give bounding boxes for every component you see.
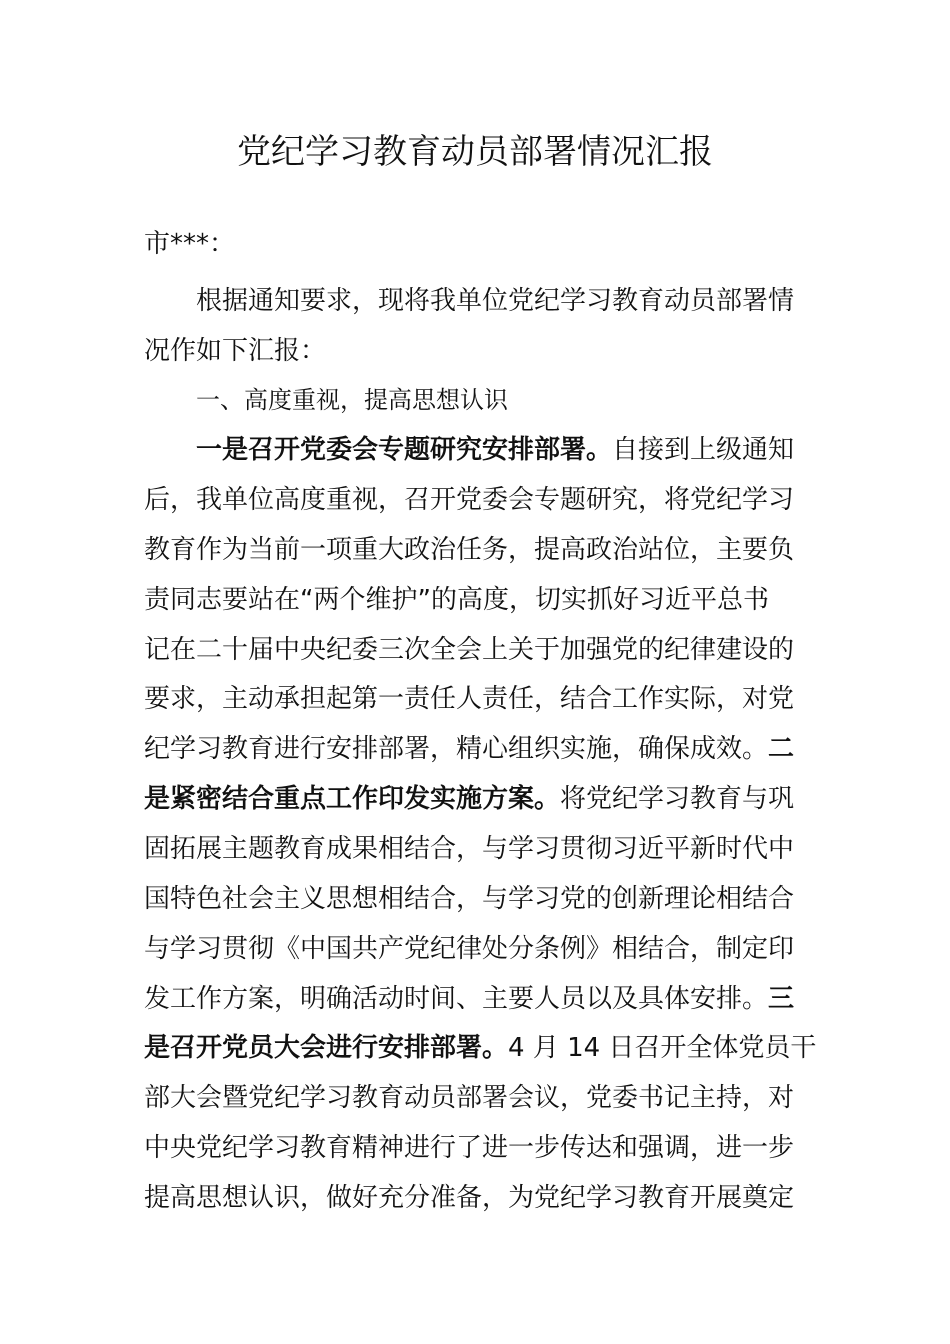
paragraph-line — [144, 530, 824, 570]
text-segment: 况作如下汇报： — [144, 336, 327, 366]
bold-text-segment: 是召开党员大会进行安排部署。 — [144, 1033, 509, 1063]
text-segment: 要求，主动承担起第一责任人责任，结合工作实际，对党 — [144, 684, 795, 714]
paragraph-line — [144, 779, 824, 819]
text-segment: 一、高度重视，提高思想认识 — [196, 386, 508, 414]
text-segment: 固拓展主题教育成果相结合，与学习贯彻习近平新时代中 — [144, 834, 795, 864]
paragraph-line — [144, 979, 824, 1019]
paragraph-line — [144, 1178, 824, 1218]
paragraph-line — [144, 1028, 824, 1068]
text-segment: 与学习贯彻《中国共产党纪律处分条例》相结合，制定印 — [144, 934, 795, 964]
bold-text-segment: 一是召开党委会专题研究安排部署。 — [196, 435, 613, 465]
text-segment: 记在二十届中央纪委三次全会上关于加强党的纪律建设的 — [144, 635, 795, 665]
text-segment: 4 月 14 日召开全体党员干 — [508, 1033, 817, 1063]
text-segment: 责同志要站在“两个维护”的高度，切实抓好习近平总书 — [144, 585, 769, 615]
section-heading — [196, 380, 816, 420]
text-segment: 后，我单位高度重视，召开党委会专题研究，将党纪学习 — [144, 485, 795, 515]
paragraph-line — [196, 430, 816, 470]
text-segment: 教育作为当前一项重大政治任务，提高政治站位，主要负 — [144, 535, 795, 565]
text-segment: 中央党纪学习教育精神进行了进一步传达和强调，进一步 — [144, 1133, 795, 1163]
paragraph-line — [144, 630, 824, 670]
paragraph-line — [144, 679, 824, 719]
paragraph-line — [144, 1128, 824, 1168]
text-segment: 部大会暨党纪学习教育动员部署会议，党委书记主持，对 — [144, 1083, 795, 1113]
bold-text-segment: 是紧密结合重点工作印发实施方案。 — [144, 784, 561, 814]
salutation: 市***： — [144, 229, 236, 259]
paragraph-line — [144, 580, 824, 620]
paragraph-line — [144, 879, 824, 919]
text-segment: 纪学习教育进行安排部署，精心组织实施，确保成效。 — [144, 734, 769, 764]
page-title: 党纪学习教育动员部署情况汇报 — [237, 132, 713, 172]
paragraph-line — [144, 1078, 824, 1118]
paragraph-line — [144, 829, 824, 869]
paragraph-line — [196, 281, 816, 321]
text-segment: 将党纪学习教育与巩 — [560, 784, 795, 814]
text-segment: 提高思想认识，做好充分准备，为党纪学习教育开展奠定 — [144, 1183, 795, 1213]
paragraph-line — [144, 929, 824, 969]
paragraph-line — [144, 480, 824, 520]
text-segment: 根据通知要求，现将我单位党纪学习教育动员部署情 — [196, 286, 795, 316]
text-segment: 自接到上级通知 — [612, 435, 795, 465]
bold-text-segment: 三 — [768, 984, 795, 1014]
paragraph-line — [144, 729, 824, 769]
bold-text-segment: 二 — [768, 734, 795, 764]
text-segment: 国特色社会主义思想相结合，与学习党的创新理论相结合 — [144, 884, 795, 914]
text-segment: 发工作方案，明确活动时间、主要人员以及具体安排。 — [144, 984, 769, 1014]
paragraph-line — [144, 331, 824, 371]
